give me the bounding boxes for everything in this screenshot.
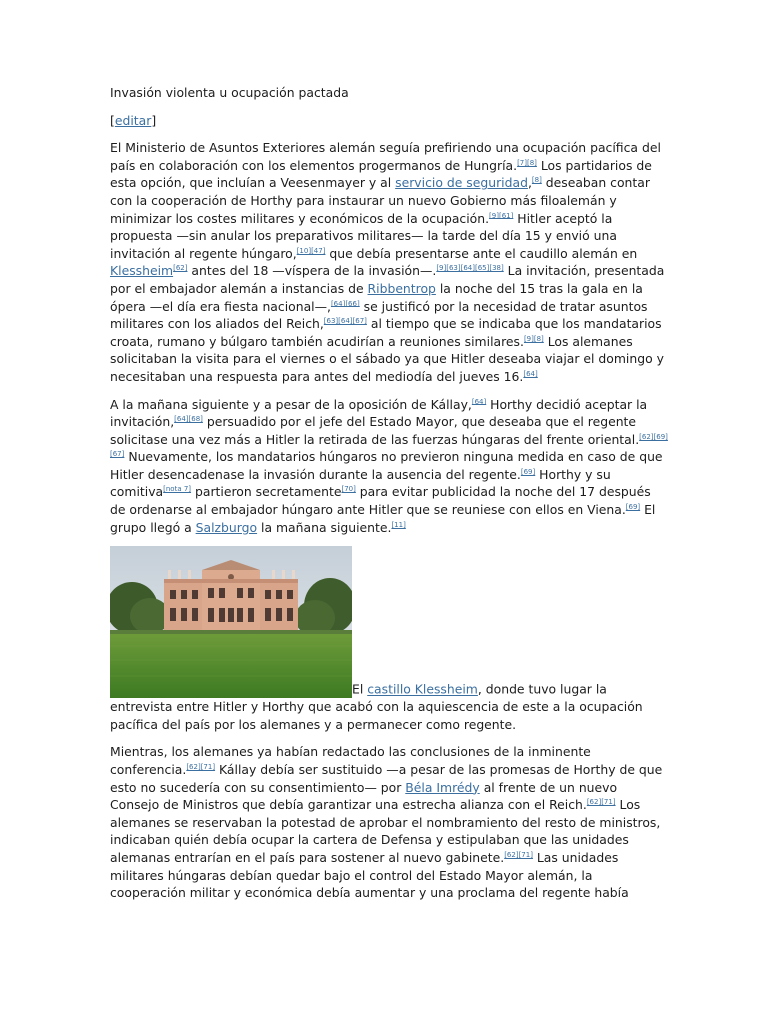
link-castillo-klessheim[interactable]: castillo Klessheim bbox=[367, 681, 478, 697]
reference-link[interactable]: [8] bbox=[531, 176, 542, 185]
text: para evitar publicidad la noche del 17 después de ordenarse al embajador húngaro ante Hitler que se reuniese con ellos en Viena. bbox=[110, 484, 651, 518]
reference-link[interactable]: [64] bbox=[471, 397, 487, 406]
reference-link[interactable]: [9][61] bbox=[489, 211, 514, 220]
text: Nuevamente, los mandatarios húngaros no previeron ninguna medida en caso de que Hitler desencadenase la invasión durante la ausencia del regente. bbox=[110, 449, 663, 482]
klessheim-palace-image[interactable] bbox=[110, 546, 352, 698]
reference-link[interactable]: [70] bbox=[341, 485, 356, 494]
text: El grupo llegó a bbox=[110, 502, 656, 535]
link-salzburgo[interactable]: Salzburgo bbox=[195, 519, 258, 535]
reference-link[interactable]: [7][8] bbox=[517, 158, 537, 167]
article bbox=[110, 84, 670, 902]
paragraph-2 bbox=[110, 396, 670, 537]
text: deseaban contar con la cooperación de Horthy para instaurar un nuevo Gobierno más filoalemán y minimizar los costes militares y económicos de la ocupación. bbox=[110, 175, 650, 226]
text: al tiempo que se indicaba que los mandatarios croata, rumano y búlgaro también acudirían a reuniones similares. bbox=[110, 316, 662, 349]
edit-link[interactable]: editar bbox=[114, 112, 152, 128]
reference-link[interactable]: [62] bbox=[173, 264, 188, 273]
text: Horthy y su comitiva bbox=[110, 466, 611, 500]
reference-link[interactable]: [64][66] bbox=[330, 299, 360, 308]
link-servicio-de-seguridad[interactable]: servicio de seguridad bbox=[395, 175, 528, 191]
text: El Ministerio de Asuntos Exteriores alemán seguía prefiriendo una ocupación pacífica del país en colaboración con los elementos progermanos de Hungría. bbox=[110, 140, 661, 173]
edit-link-wrapper bbox=[110, 112, 670, 130]
reference-link[interactable]: [9][63][64][65][38] bbox=[436, 264, 504, 273]
section-heading-text: Invasión violenta u ocupación pactada bbox=[110, 85, 349, 100]
text: se justificó por la necesidad de tratar asuntos militares con los aliados del Reich, bbox=[110, 298, 648, 332]
caption-text: El bbox=[352, 681, 368, 697]
text: Mientras, los alemanes ya habían redactado las conclusiones de la inminente conferencia. bbox=[110, 744, 591, 778]
paragraph-3 bbox=[110, 743, 670, 901]
text: La invitación, presentada por el embajador alemán a instancias de bbox=[110, 263, 665, 296]
text: que debía presentarse ante el caudillo alemán en bbox=[325, 245, 638, 261]
reference-link[interactable]: [69] bbox=[625, 502, 641, 511]
edit-bracket-open: [ bbox=[110, 112, 115, 128]
reference-link[interactable]: [62][69][67] bbox=[110, 432, 668, 459]
reference-link[interactable]: [9][8] bbox=[523, 334, 544, 343]
text: la noche del 15 tras la gala en la ópera —el día era fiesta nacional—, bbox=[110, 280, 643, 314]
text: , bbox=[527, 175, 532, 191]
reference-link[interactable]: [64] bbox=[523, 369, 538, 378]
link-klessheim[interactable]: Klessheim bbox=[110, 263, 174, 279]
reference-link[interactable]: [10][47] bbox=[296, 246, 326, 255]
text: partieron secretamente bbox=[191, 484, 342, 500]
link-ribbentrop[interactable]: Ribbentrop bbox=[367, 280, 436, 296]
reference-link[interactable]: [69] bbox=[520, 467, 536, 476]
text: Kállay debía ser sustituido —a pesar de las promesas de Horthy de que esto no sucedería con su consentimiento— por bbox=[110, 762, 663, 795]
text: Los alemanes se reservaban la potestad de aprobar el nombramiento del resto de ministros, indicaban quién debía ocupar la cartera de Defensa y estipulaban que las unidades alemanas entrarían en el país para sostener al nuevo gabinete. bbox=[110, 797, 661, 865]
klessheim-palace-illustration bbox=[110, 546, 352, 698]
text: antes del 18 —víspera de la invasión—. bbox=[187, 263, 437, 279]
text: Los alemanes solicitaban la visita para el viernes o el sábado ya que Hitler deseaba viajar el domingo y necesitaban una respuesta para antes del mediodía del jueves 16. bbox=[110, 333, 664, 384]
reference-link[interactable]: [64][68] bbox=[174, 414, 203, 423]
text: la mañana siguiente. bbox=[257, 519, 392, 535]
reference-link[interactable]: [62][71] bbox=[504, 850, 533, 859]
text: persuadido por el jefe del Estado Mayor, que deseaba que el regente solicitase una vez más a Hitler la retirada de las fuerzas húngaras del frente oriental. bbox=[110, 414, 640, 447]
link-bela-imredy[interactable]: Béla Imrédy bbox=[405, 779, 480, 795]
text: Los partidarios de esta opción, que incluían a Veesenmayer y al bbox=[110, 157, 652, 191]
reference-link[interactable]: [62][71] bbox=[186, 762, 216, 771]
reference-link[interactable]: [63][64][67] bbox=[323, 317, 367, 325]
reference-link[interactable]: [62][71] bbox=[586, 798, 616, 807]
note-link[interactable]: [nota 7] bbox=[163, 485, 192, 494]
reference-link[interactable]: [11] bbox=[391, 520, 406, 529]
caption-text: , donde tuvo lugar la entrevista entre Hitler y Horthy que acabó con la aquiescencia de este a la ocupación pacífica del país por los alemanes y a permanecer como regente. bbox=[110, 681, 643, 732]
text: Las unidades militares húngaras debían quedar bajo el control del Estado Mayor alemán, la cooperación militar y económica debía aumentar y una proclama del regente había bbox=[110, 850, 629, 901]
edit-bracket-close: ] bbox=[151, 112, 157, 128]
text: Horthy decidió aceptar la invitación, bbox=[110, 396, 648, 430]
figure-with-caption bbox=[110, 536, 670, 733]
text: Hitler aceptó la propuesta —sin anular los preparativos militares— la tarde del día 15 y envió una invitación al regente húngaro, bbox=[110, 210, 617, 261]
text: A la mañana siguiente y a pesar de la oposición de Kállay, bbox=[110, 396, 472, 412]
section-heading bbox=[110, 84, 670, 102]
text: al frente de un nuevo Consejo de Ministros que debía garantizar una estrecha alianza con el Reich. bbox=[110, 779, 618, 813]
paragraph-1 bbox=[110, 139, 670, 385]
